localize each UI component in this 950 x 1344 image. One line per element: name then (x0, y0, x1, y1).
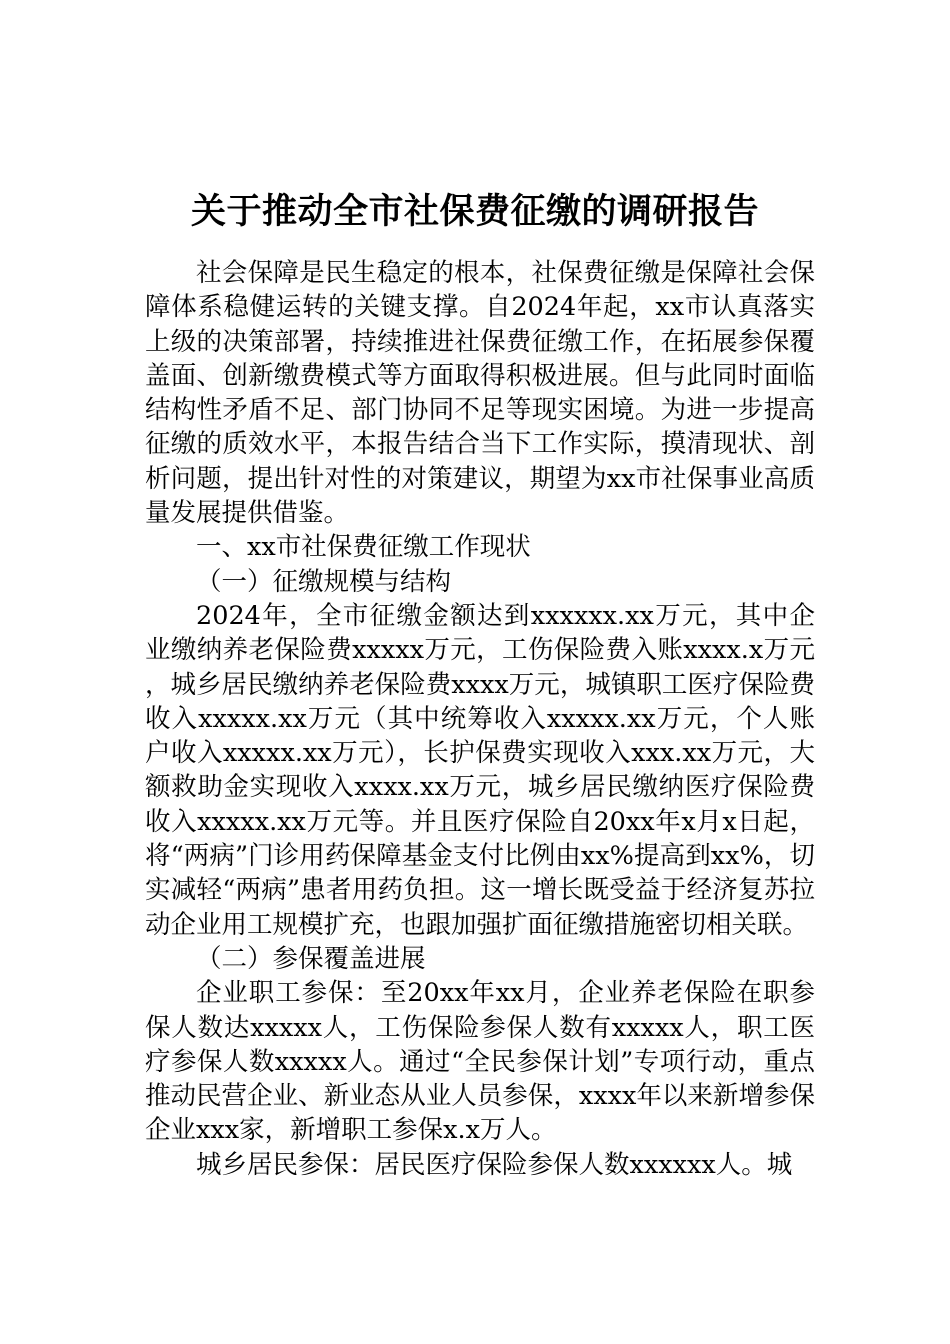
subsection-heading-2: （二）参保覆盖进展 (196, 943, 426, 974)
employee-coverage-paragraph: 企业职工参保：至20xx年xx月，企业养老保险在职参保人数达xxxxx人，工伤保险参保人数有xxxxx人，职工医疗参保人数xxxxx人。通过“全民参保计划”专项行动，重点推动民营企业、新业态从业人员参保，xxxx年以来新增参保企业xxx家，新增职工参保x.x万人。 (145, 978, 815, 1146)
document-title: 关于推动全市社保费征缴的调研报告 (190, 192, 759, 233)
intro-paragraph: 社会保障是民生稳定的根本，社保费征缴是保障社会保障体系稳健运转的关键支撑。自2024年起，xx市认真落实上级的决策部署，持续推进社保费征缴工作，在拓展参保覆盖面、创新缴费模式等方面取得积极进展。但与此同时面临结构性矛盾不足、部门协同不足等现实困境。为进一步提高征缴的质效水平，本报告结合当下工作实际，摸清现状、剖析问题，提出针对性的对策建议，期望为xx市社保事业高质量发展提供借鉴。 (145, 258, 815, 529)
subsection-heading-1: （一）征缴规模与结构 (196, 566, 452, 597)
collection-scale-paragraph: 2024年，全市征缴金额达到xxxxxx.xx万元，其中企业缴纳养老保险费xxxxx万元，工伤保险费入账xxxx.x万元，城乡居民缴纳养老保险费xxxx万元，城镇职工医疗保险费收入xxxxx.xx万元（其中统筹收入xxxxx.xx万元，个人账户收入xxxxx.xx万元），长护保费实现收入xxx.xx万元，大额救助金实现收入xxxx.xx万元，城乡居民缴纳医疗保险费收入xxxxx.xx万元等。并且医疗保险自20xx年x月x日起，将“两病”门诊用药保障基金支付比例由xx%提高到xx%，切实减轻“两病”患者用药负担。这一增长既受益于经济复苏拉动企业用工规模扩充，也跟加强扩面征缴措施密切相关联。 (145, 600, 815, 940)
document-body (145, 256, 815, 1182)
resident-coverage-paragraph: 城乡居民参保：居民医疗保险参保人数xxxxxx人。城 (196, 1149, 793, 1180)
section-heading-1: 一、xx市社保费征缴工作现状 (196, 532, 531, 563)
